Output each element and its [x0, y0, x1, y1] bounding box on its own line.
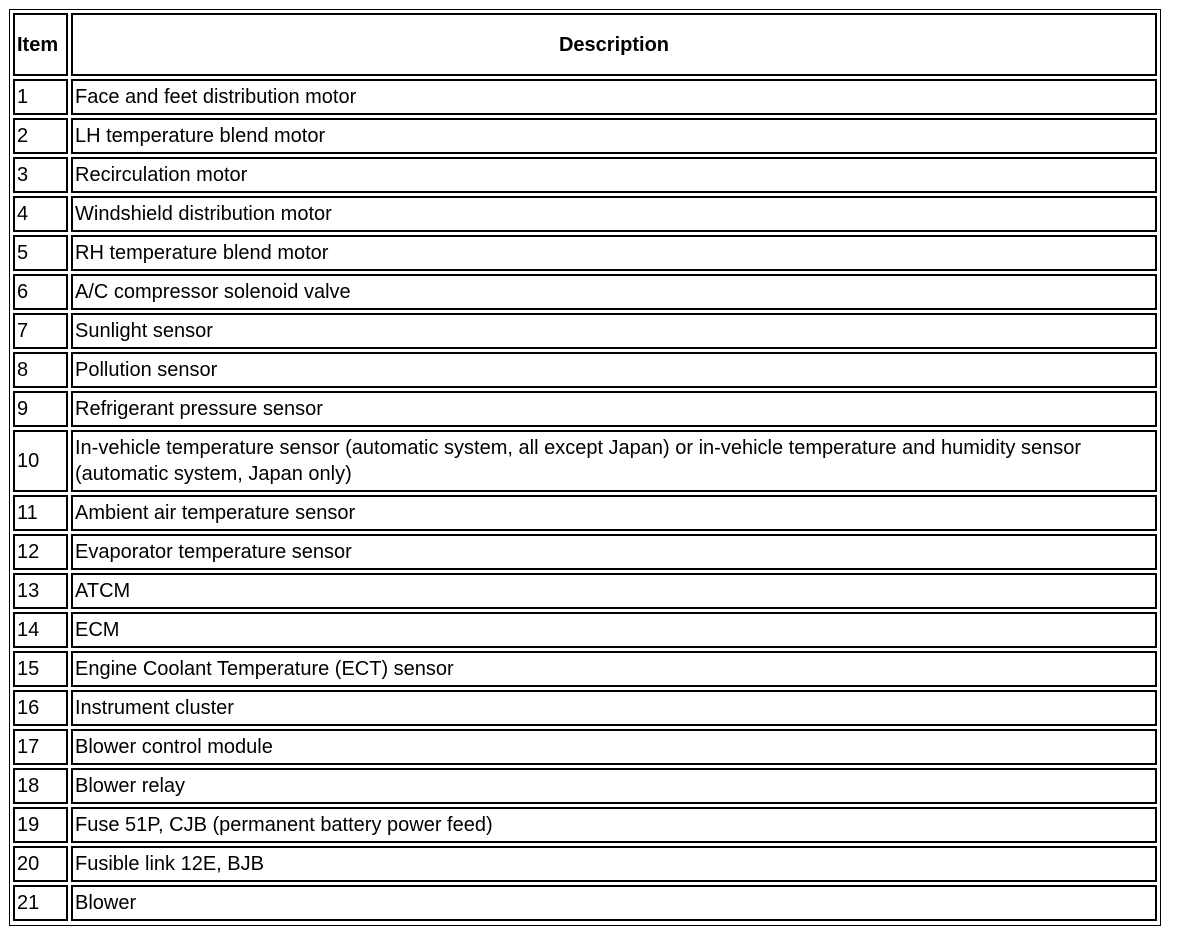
item-number: 3 — [13, 157, 68, 193]
item-description: Recirculation motor — [71, 157, 1157, 193]
table-row — [13, 768, 1157, 804]
item-number: 8 — [13, 352, 68, 388]
item-number: 2 — [13, 118, 68, 154]
item-description: LH temperature blend motor — [71, 118, 1157, 154]
table-row — [13, 729, 1157, 765]
item-number: 21 — [13, 885, 68, 921]
table-row — [13, 846, 1157, 882]
table-row — [13, 651, 1157, 687]
table-row — [13, 235, 1157, 271]
item-number: 11 — [13, 495, 68, 531]
item-description: Windshield distribution motor — [71, 196, 1157, 232]
item-number: 12 — [13, 534, 68, 570]
item-description: A/C compressor solenoid valve — [71, 274, 1157, 310]
table-container — [9, 9, 1161, 926]
table-row — [13, 352, 1157, 388]
item-description: Pollution sensor — [71, 352, 1157, 388]
item-description: Blower relay — [71, 768, 1157, 804]
table-row — [13, 885, 1157, 921]
item-description: Face and feet distribution motor — [71, 79, 1157, 115]
item-number: 1 — [13, 79, 68, 115]
item-description: Ambient air temperature sensor — [71, 495, 1157, 531]
item-description: ECM — [71, 612, 1157, 648]
item-description: RH temperature blend motor — [71, 235, 1157, 271]
table-row — [13, 495, 1157, 531]
item-number: 6 — [13, 274, 68, 310]
component-table — [10, 10, 1160, 924]
table-row — [13, 807, 1157, 843]
item-number: 10 — [13, 430, 68, 492]
table-row — [13, 118, 1157, 154]
header-item: Item — [13, 13, 68, 76]
item-description: Refrigerant pressure sensor — [71, 391, 1157, 427]
item-number: 15 — [13, 651, 68, 687]
item-description: Fusible link 12E, BJB — [71, 846, 1157, 882]
item-number: 9 — [13, 391, 68, 427]
table-row — [13, 573, 1157, 609]
table-row — [13, 196, 1157, 232]
table-row — [13, 157, 1157, 193]
table-row — [13, 313, 1157, 349]
item-number: 7 — [13, 313, 68, 349]
item-number: 14 — [13, 612, 68, 648]
table-row — [13, 612, 1157, 648]
item-description: ATCM — [71, 573, 1157, 609]
item-description: Evaporator temperature sensor — [71, 534, 1157, 570]
item-description: Instrument cluster — [71, 690, 1157, 726]
item-description: Fuse 51P, CJB (permanent battery power feed) — [71, 807, 1157, 843]
item-description: In-vehicle temperature sensor (automatic system, all except Japan) or in-vehicle temperature and humidity sensor (automatic system, Japan only) — [71, 430, 1157, 492]
item-number: 16 — [13, 690, 68, 726]
item-number: 13 — [13, 573, 68, 609]
item-description: Blower control module — [71, 729, 1157, 765]
item-number: 17 — [13, 729, 68, 765]
item-description: Blower — [71, 885, 1157, 921]
table-row — [13, 391, 1157, 427]
table-header-row — [13, 13, 1157, 76]
item-description: Sunlight sensor — [71, 313, 1157, 349]
header-description: Description — [71, 13, 1157, 76]
item-number: 4 — [13, 196, 68, 232]
item-number: 19 — [13, 807, 68, 843]
table-row — [13, 430, 1157, 492]
item-number: 5 — [13, 235, 68, 271]
item-number: 18 — [13, 768, 68, 804]
table-row — [13, 690, 1157, 726]
table-row — [13, 534, 1157, 570]
item-description: Engine Coolant Temperature (ECT) sensor — [71, 651, 1157, 687]
table-row — [13, 274, 1157, 310]
item-number: 20 — [13, 846, 68, 882]
table-row — [13, 79, 1157, 115]
